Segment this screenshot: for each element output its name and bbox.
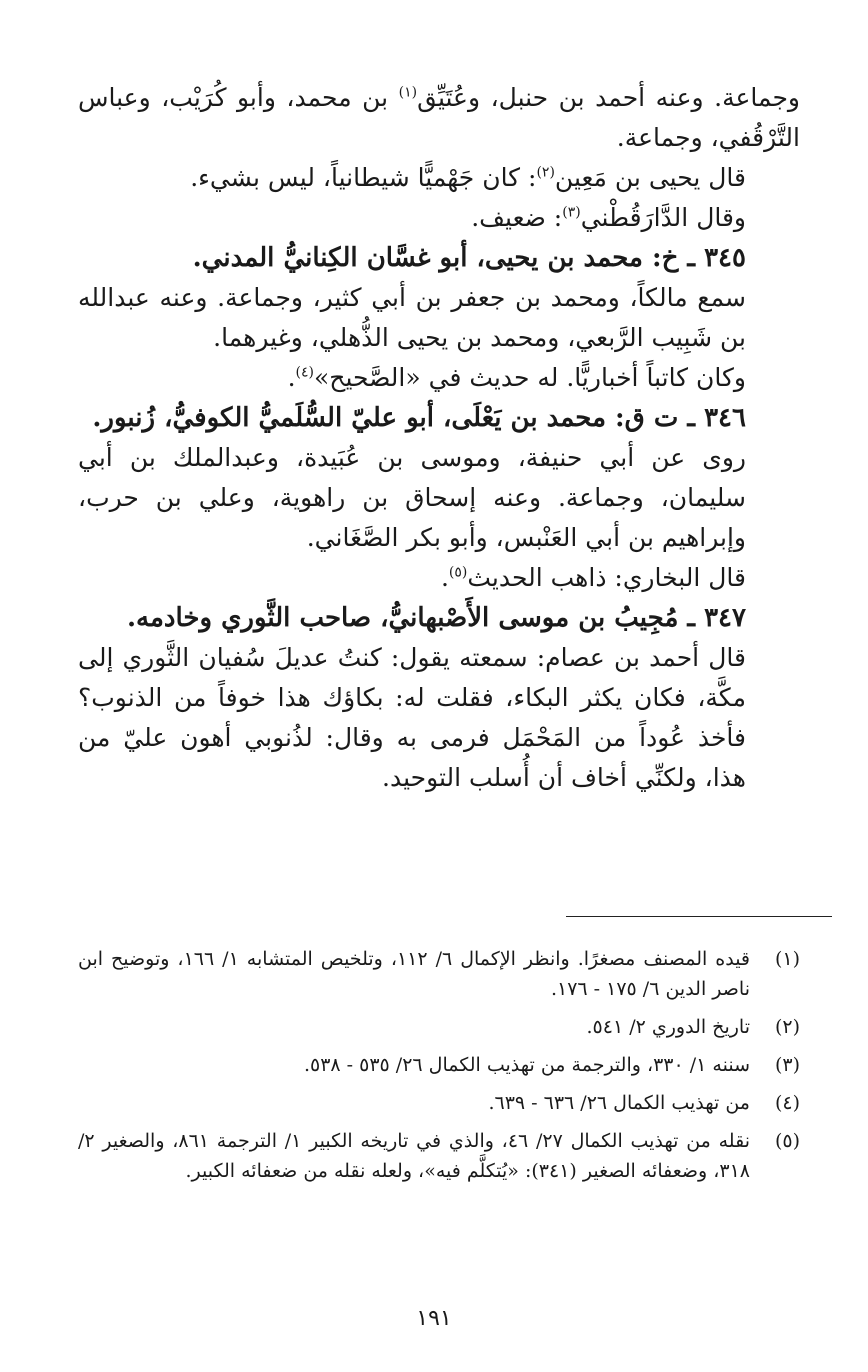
footnote-number: (١)	[774, 948, 800, 970]
footnote-number: (٤)	[774, 1092, 800, 1114]
footnote-text: من تهذيب الكمال ٢٦/ ٦٣٦ - ٦٣٩.	[488, 1092, 750, 1114]
paragraph: وكان كاتباً أخباريًّا. له حديث في «الصَّحيح»$^{(٤)}$.	[287, 363, 746, 392]
footnote	[78, 944, 800, 1004]
paragraph: قال أحمد بن عصام: سمعته يقول: كنتُ عديلَ سُفيان الثَّوري إلى مكَّة، فكان يكثر البكاء، فقلت له: بكاؤك هذا خوفاً من الذنوب؟ فأخذ عُوداً من المَحْمَل فرمى به وقال: لذُنوبي أهون عليّ من هذا، ولكنِّي أخاف أن أُسلب التوحيد.	[78, 643, 746, 792]
footnote-text: سننه ١/ ٣٣٠، والترجمة من تهذيب الكمال ٢٦/ ٥٣٥ - ٥٣٨.	[303, 1054, 750, 1076]
footnote-number: (٣)	[774, 1054, 800, 1076]
footnote-ref-2[interactable]: (٢)	[536, 164, 555, 181]
footnote-text: تاريخ الدوري ٢/ ٥٤١.	[586, 1016, 750, 1038]
paragraph: قال البخاري: ذاهب الحديث$^{(٥)}$.	[440, 563, 746, 592]
entry-heading-347: ٣٤٧ ـ مُجِيبُ بن موسى الأَصْبهانيُّ، صاحب الثَّوري وخادمه.	[126, 603, 746, 633]
footnotes	[78, 944, 800, 1194]
footnote-ref-1[interactable]: (١)	[398, 84, 418, 101]
footnote	[78, 1126, 800, 1186]
footnote-divider	[566, 916, 832, 917]
footnote-text: قيده المصنف مصغرًا. وانظر الإكمال ٦/ ١١٢، وتلخيص المتشابه ١/ ١٦٦، وتوضيح ابن ناصر الدين ٦/ ١٧٥ - ١٧٦.	[78, 948, 751, 1000]
main-text	[78, 78, 800, 798]
footnote	[78, 1088, 800, 1118]
footnote-ref-4[interactable]: (٤)	[295, 364, 315, 381]
footnote	[78, 1050, 800, 1080]
paragraph: قال يحيى بن مَعِين$^{(٢)}$: كان جَهْميًّا شيطانياً، ليس بشيء.	[190, 163, 746, 192]
footnote-number: (٢)	[774, 1016, 800, 1038]
entry-heading-346: ٣٤٦ ـ ت ق: محمد بن يَعْلَى، أبو عليّ السُّلَميُّ الكوفيُّ، زُنبور.	[92, 403, 746, 433]
footnote-number: (٥)	[774, 1130, 800, 1152]
entry-heading-345: ٣٤٥ ـ خ: محمد بن يحيى، أبو غسَّان الكِنانيُّ المدني.	[192, 243, 746, 273]
footnote-ref-5[interactable]: (٥)	[448, 564, 468, 581]
paragraph: وجماعة. وعنه أحمد بن حنبل، وعُتَيِّق$^{(١)}$ بن محمد، وأبو كُرَيْب، وعباس التَّرْقُفي، وجماعة.	[78, 83, 800, 152]
footnote	[78, 1012, 800, 1042]
paragraph: وقال الدَّارَقُطْني$^{(٣)}$: ضعيف.	[471, 203, 746, 232]
paragraph: سمع مالكاً، ومحمد بن جعفر بن أبي كثير، وجماعة. وعنه عبدالله بن شَبِيب الرَّبعي، ومحمد بن يحيى الذُّهلي، وغيرهما.	[78, 283, 746, 352]
paragraph: روى عن أبي حنيفة، وموسى بن عُبَيدة، وعبدالملك بن أبي سليمان، وجماعة. وعنه إسحاق بن راهوية، وعلي بن حرب، وإبراهيم بن أبي العَنْبس، وأبو بكر الصَّغَاني.	[78, 443, 746, 552]
footnote-ref-3[interactable]: (٣)	[562, 204, 581, 221]
footnote-text: نقله من تهذيب الكمال ٢٧/ ٤٦، والذي في تاريخه الكبير ١/ الترجمة ٨٦١، والصغير ٢/ ٣١٨، وضعفائه الصغير (٣٤١): «يُتكلَّم فيه»، ولعله نقله من ضعفائه الكبير.	[78, 1130, 750, 1182]
page-number: ١٩١	[416, 1306, 452, 1331]
